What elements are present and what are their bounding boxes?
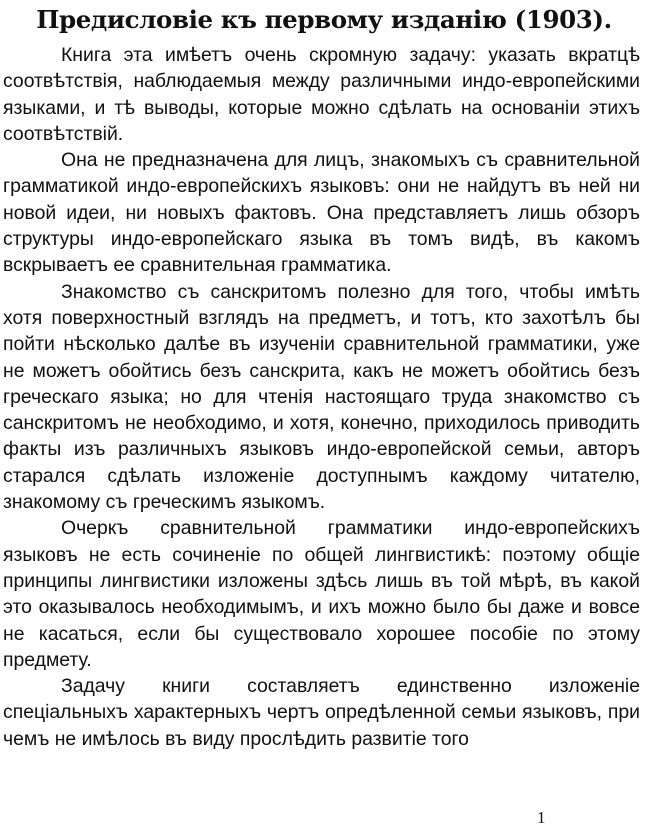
paragraph-5: Задачу книги составляетъ единственно изложеніе спеціальныхъ характерныхъ чертъ опредѣленной семьи языковъ, при чемъ не имѣлось въ виду прослѣдить развитіе того	[3, 675, 640, 750]
preface-body	[3, 42, 640, 752]
paragraph-1: Книга эта имѣетъ очень скромную задачу: указать вкратцѣ соотвѣтствія, наблюдаемыя между различными индо-европейскими языками, и тѣ выводы, которые можно сдѣлать на основаніи этихъ соотвѣтствій.	[3, 44, 640, 145]
preface-title: Предисловіе къ первому изданію (1903).	[36, 5, 612, 34]
page-number: 1	[537, 808, 546, 827]
paragraph-3: Знакомство съ санскритомъ полезно для того, чтобы имѣть хотя поверхностный взглядъ на предметъ, и тотъ, кто захотѣлъ бы пойти нѣсколько далѣе въ изученіи сравнительной грамматики, уже не можетъ обойтись безъ санскрита, какъ не можетъ обойтись безъ греческаго языка; но для чтенія настоящаго труда знакомство съ санскритомъ не необходимо, и хотя, конечно, приходилось приводить факты изъ различныхъ языковъ индо-европейской семьи, авторъ старался сдѣлать изложеніе доступнымъ каждому читателю, знакомому съ греческимъ языкомъ.	[3, 280, 640, 514]
paragraph-2: Она не предназначена для лицъ, знакомыхъ съ сравнительной грамматикой индо-европейскихъ языковъ: они не найдутъ въ ней ни новой идеи, ни новыхъ фактовъ. Она представляетъ лишь обзоръ структуры индо-европейскаго языка въ томъ видѣ, въ какомъ вскрываетъ ее сравнительная грамматика.	[3, 149, 640, 277]
paragraph-4: Очеркъ сравнительной грамматики индо-европейскихъ языковъ не есть сочиненіе по общей лингвистикѣ: поэтому общіе принципы лингвистики изложены здѣсь лишь въ той мѣрѣ, въ какой это оказывалось необходимымъ, и ихъ можно было бы даже и вовсе не касаться, если бы существовало хорошее пособіе по этому предмету.	[3, 517, 640, 671]
